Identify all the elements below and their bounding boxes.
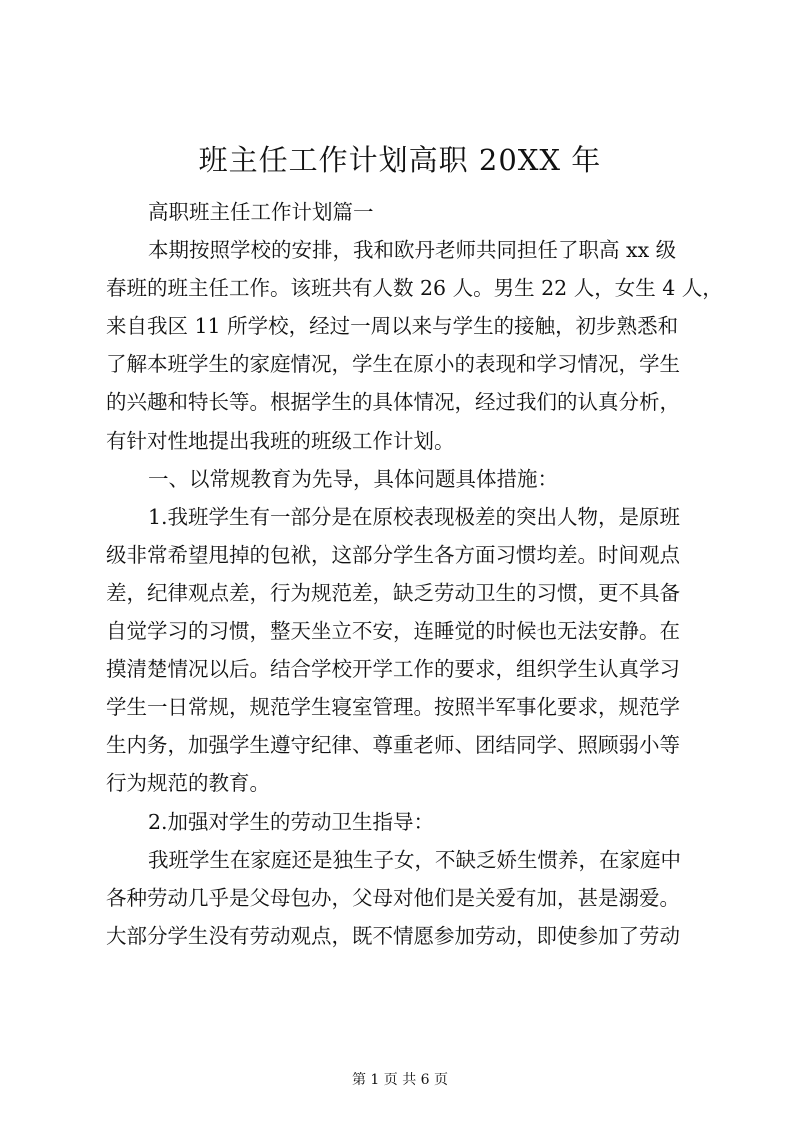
section-heading: 2.加强对学生的劳动卫生指导： xyxy=(148,809,435,834)
paragraph-line: 生内务，加强学生遵守纪律、尊重老师、团结同学、照顾弱小等 xyxy=(106,733,680,758)
paragraph-line: 学生一日常规，规范学生寝室管理。按照半军事化要求，规范学 xyxy=(106,695,680,720)
document-title: 班主任工作计划高职 20XX 年 xyxy=(198,143,602,177)
paragraph-line: 级非常希望甩掉的包袱，这部分学生各方面习惯均差。时间观点 xyxy=(106,542,680,567)
paragraph-line: 我班学生在家庭还是独生子女，不缺乏娇生惯养，在家庭中 xyxy=(148,847,681,872)
paragraph-line: 了解本班学生的家庭情况，学生在原小的表现和学习情况，学生 xyxy=(106,352,680,377)
paragraph-line: 有针对性地提出我班的班级工作计划。 xyxy=(106,428,455,453)
paragraph-line: 自觉学习的习惯，整天坐立不安，连睡觉的时候也无法安静。在 xyxy=(106,619,680,644)
document-body xyxy=(106,193,723,955)
paragraph-line: 来自我区 11 所学校，经过一周以来与学生的接触，初步熟悉和 xyxy=(106,314,679,339)
page-footer: 第 1 页 共 6 页 xyxy=(351,1072,449,1088)
paragraph-line: 大部分学生没有劳动观点，既不情愿参加劳动，即使参加了劳动 xyxy=(106,923,680,948)
paragraph-line: 各种劳动几乎是父母包办，父母对他们是关爱有加，甚是溺爱。 xyxy=(106,885,680,910)
paragraph-line: 1.我班学生有一部分是在原校表现极差的突出人物，是原班 xyxy=(148,504,681,529)
paragraph-line: 的兴趣和特长等。根据学生的具体情况，经过我们的认真分析， xyxy=(106,390,680,415)
paragraph-line: 差，纪律观点差，行为规范差，缺乏劳动卫生的习惯，更不具备 xyxy=(106,580,680,605)
paragraph-line: 春班的班主任工作。该班共有人数 26 人。男生 22 人，女生 4 人， xyxy=(106,276,723,301)
section-heading: 一、以常规教育为先导，具体问题具体措施： xyxy=(148,466,558,491)
paragraph-line: 摸清楚情况以后。结合学校开学工作的要求，组织学生认真学习 xyxy=(106,657,680,682)
paragraph-line: 行为规范的教育。 xyxy=(106,771,270,796)
paragraph-line: 本期按照学校的安排，我和欧丹老师共同担任了职高 xx 级 xyxy=(148,238,677,263)
section-heading: 高职班主任工作计划篇一 xyxy=(148,200,374,224)
